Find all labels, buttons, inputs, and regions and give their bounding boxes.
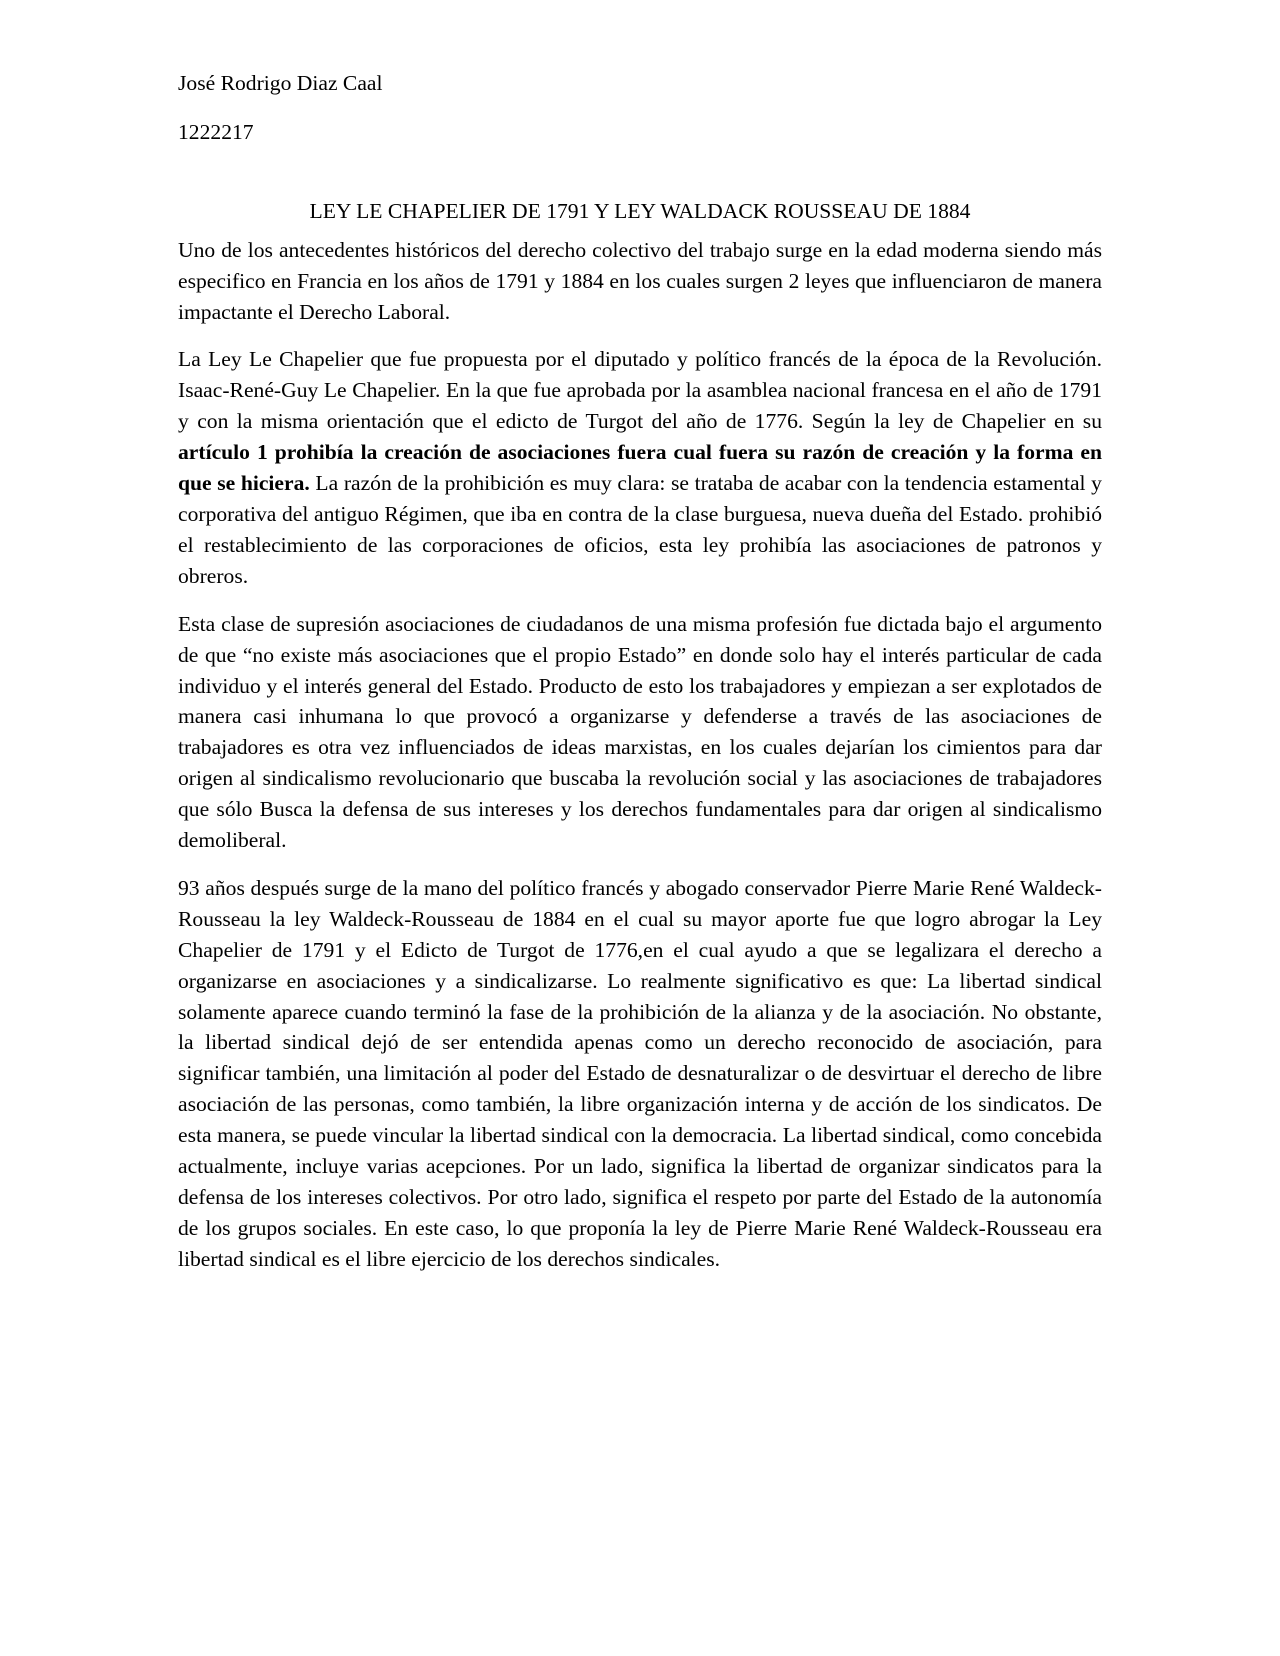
- paragraph-waldeck-rousseau: 93 años después surge de la mano del político francés y abogado conservador Pierre Marie René Waldeck-Rousseau la ley Waldeck-Rousseau de 1884 en el cual su mayor aporte fue que logro abrogar la Ley Chapelier de 1791 y el Edicto de Turgot de 1776,en el cual ayudo a que se legalizara el derecho a organizarse en asociaciones y a sindicalizarse. Lo realmente significativo es que: La libertad sindical solamente aparece cuando terminó la fase de la prohibición de la alianza y de la asociación. No obstante, la libertad sindical dejó de ser entendida apenas como un derecho reconocido de asociación, para significar también, una limitación al poder del Estado de desnaturalizar o de desvirtuar el derecho de libre asociación de las personas, como también, la libre organización interna y de acción de los sindicatos. De esta manera, se puede vincular la libertad sindical con la democracia. La libertad sindical, como concebida actualmente, incluye varias acepciones. Por un lado, significa la libertad de organizar sindicatos para la defensa de los intereses colectivos. Por otro lado, significa el respeto por parte del Estado de la autonomía de los grupos sociales. En este caso, lo que proponía la ley de Pierre Marie René Waldeck-Rousseau era libertad sindical es el libre ejercicio de los derechos sindicales.: [178, 875, 1102, 1271]
- paragraph-text-segment: La Ley Le Chapelier que fue propuesta por el diputado y político francés de la época de la Revolución. Isaac-René-Guy Le Chapelier. En la que fue aprobada por la asamblea nacional francesa en el año de 1791 y con la misma orientación que el edicto de Turgot del año de 1776. Según la ley de Chapelier en su: [178, 347, 1102, 434]
- paragraph-le-chapelier: [178, 344, 1102, 591]
- paragraph-text-segment: La razón de la prohibición es muy clara: se trataba de acabar con la tendencia estamental y corporativa del antiguo Régimen, que iba en contra de la clase burguesa, nueva dueña del Estado. prohibió el restablecimiento de las corporaciones de oficios, esta ley prohibía las asociaciones de patronos y obreros.: [178, 471, 1102, 588]
- paragraph-suppression: Esta clase de supresión asociaciones de ciudadanos de una misma profesión fue dictada bajo el argumento de que “no existe más asociaciones que el propio Estado” en donde solo hay el interés particular de cada individuo y el interés general del Estado. Producto de esto los trabajadores y empiezan a ser explotados de manera casi inhumana lo que provocó a organizarse y defenderse a través de las asociaciones de trabajadores es otra vez influenciados de ideas marxistas, en los cuales dejarían los cimientos para dar origen al sindicalismo revolucionario que buscaba la revolución social y las asociaciones de trabajadores que sólo Busca la defensa de sus intereses y los derechos fundamentales para dar origen al sindicalismo demoliberal.: [178, 611, 1102, 853]
- document-body: [178, 68, 1102, 1292]
- document-title: LEY LE CHAPELIER DE 1791 Y LEY WALDACK ROUSSEAU DE 1884: [309, 198, 971, 223]
- author-name: José Rodrigo Diaz Caal: [178, 71, 383, 95]
- paragraph-intro: Uno de los antecedentes históricos del derecho colectivo del trabajo surge en la edad moderna siendo más especifico en Francia en los años de 1791 y 1884 en los cuales surgen 2 leyes que influenciaron de manera impactante el Derecho Laboral.: [178, 237, 1102, 324]
- article-1-emphasis: artículo 1 prohibía la creación de asociaciones fuera cual fuera su razón de creación y la forma en que se hiciera.: [178, 440, 1102, 496]
- student-id: 1222217: [178, 119, 254, 144]
